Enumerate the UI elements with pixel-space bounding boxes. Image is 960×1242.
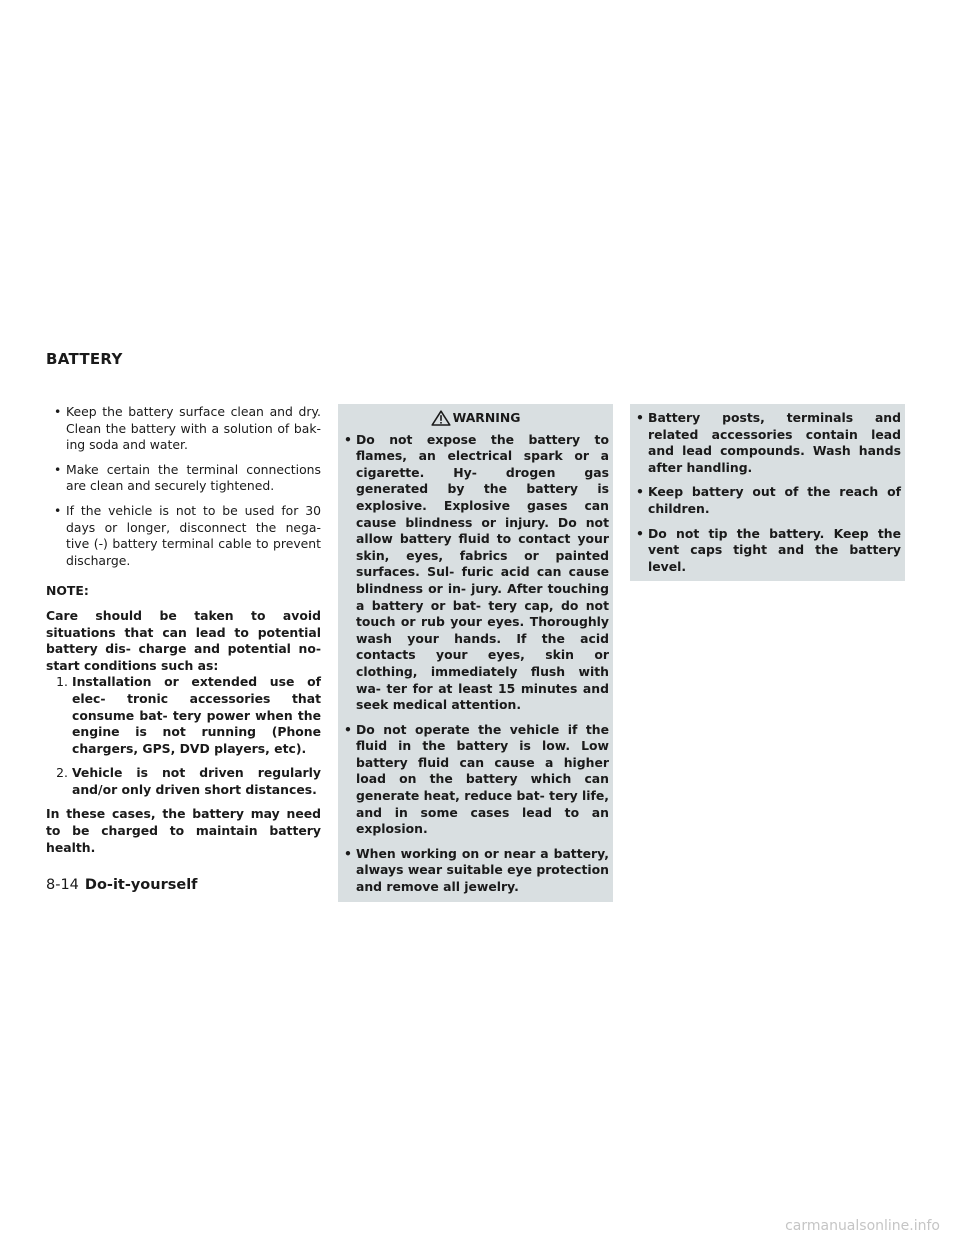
- numbered-item: [46, 765, 321, 798]
- bullet-marker: •: [636, 410, 644, 425]
- bullet-text: Make certain the terminal connections are clean and securely tightened.: [66, 461, 321, 494]
- bullet-marker: •: [636, 525, 644, 541]
- column-1: [46, 404, 321, 856]
- item-text: Vehicle is not driven regularly and/or only driven short distances.: [72, 765, 321, 797]
- item-number: 1.: [56, 674, 68, 690]
- bullet-item: [46, 503, 321, 569]
- closing-paragraph: In these cases, the battery may need to be charged to maintain battery health.: [46, 806, 321, 855]
- warning-item: [342, 846, 609, 896]
- warning-label: WARNING: [452, 410, 521, 425]
- warning-text: When working on or near a battery, always wear suitable eye protection and remove all jewelry.: [356, 845, 609, 895]
- warning-box-continued: [630, 404, 905, 581]
- page-footer: [46, 877, 198, 893]
- warning-text: Do not expose the battery to flames, an electrical spark or a cigarette. Hy- drogen gas generated by the battery is explosive. Explosive gases can cause blindness or injury. Do not allow battery fluid to contact your skin, eyes, fabrics or painted surfaces. Sul- furic acid can cause blindness or in- jury. After touching a battery or bat- tery cap, do not touch or rub your eyes. Thoroughly wash your hands. If the acid contacts your eyes, skin or clothing, immediately flush with wa- ter for at least 15 minutes and seek medical attention.: [356, 431, 609, 713]
- watermark: carmanualsonline.info: [785, 1218, 940, 1234]
- page-number: 8-14: [46, 877, 79, 893]
- chapter-title: Do-it-yourself: [84, 877, 198, 893]
- warning-text: Do not operate the vehicle if the fluid in the battery is low. Low battery fluid can cause a higher load on the battery which can generate heat, reduce bat- tery life, and in some cases lead to an explosion.: [356, 721, 609, 837]
- warning-header: [342, 404, 609, 432]
- column-2: [338, 404, 613, 902]
- column-3: [630, 404, 905, 581]
- bullet-item: [46, 404, 321, 454]
- warning-text: Do not tip the battery. Keep the vent caps tight and the battery level.: [648, 525, 901, 574]
- warning-text: Keep battery out of the reach of children.: [648, 484, 901, 516]
- numbered-item: [46, 674, 321, 757]
- warning-item: [342, 432, 609, 714]
- bullet-marker: •: [344, 721, 352, 737]
- bullet-marker: •: [636, 484, 644, 500]
- bullet-text: If the vehicle is not to be used for 30 days or longer, disconnect the nega- tive (-) battery terminal cable to prevent discharge.: [66, 502, 321, 568]
- item-text: Installation or extended use of elec- tronic accessories that consume bat- tery power when the engine is not running (Phone chargers, GPS, DVD players, etc).: [72, 674, 321, 756]
- bullet-marker: •: [344, 845, 352, 861]
- bullet-marker: •: [54, 461, 62, 477]
- warning-text: Battery posts, terminals and related accessories contain lead and lead compounds. Wash hands after handling.: [648, 410, 901, 475]
- warning-item: [634, 526, 901, 576]
- note-label: NOTE:: [46, 583, 89, 599]
- bullet-marker: •: [344, 431, 352, 447]
- section-title: BATTERY: [46, 350, 123, 368]
- item-number: 2.: [56, 765, 68, 781]
- note-intro: Care should be taken to avoid situations that can lead to potential battery dis- charge and potential no-start conditions such as:: [46, 607, 321, 673]
- warning-item: [634, 484, 901, 517]
- warning-item: [634, 410, 901, 476]
- warning-item: [342, 722, 609, 838]
- warning-triangle-icon: [431, 410, 451, 426]
- bullet-marker: •: [54, 404, 62, 419]
- bullet-marker: •: [54, 502, 62, 518]
- bullet-text: Keep the battery surface clean and dry. Clean the battery with a solution of bak- ing soda and water.: [66, 404, 321, 453]
- warning-box: [338, 404, 613, 902]
- bullet-item: [46, 462, 321, 495]
